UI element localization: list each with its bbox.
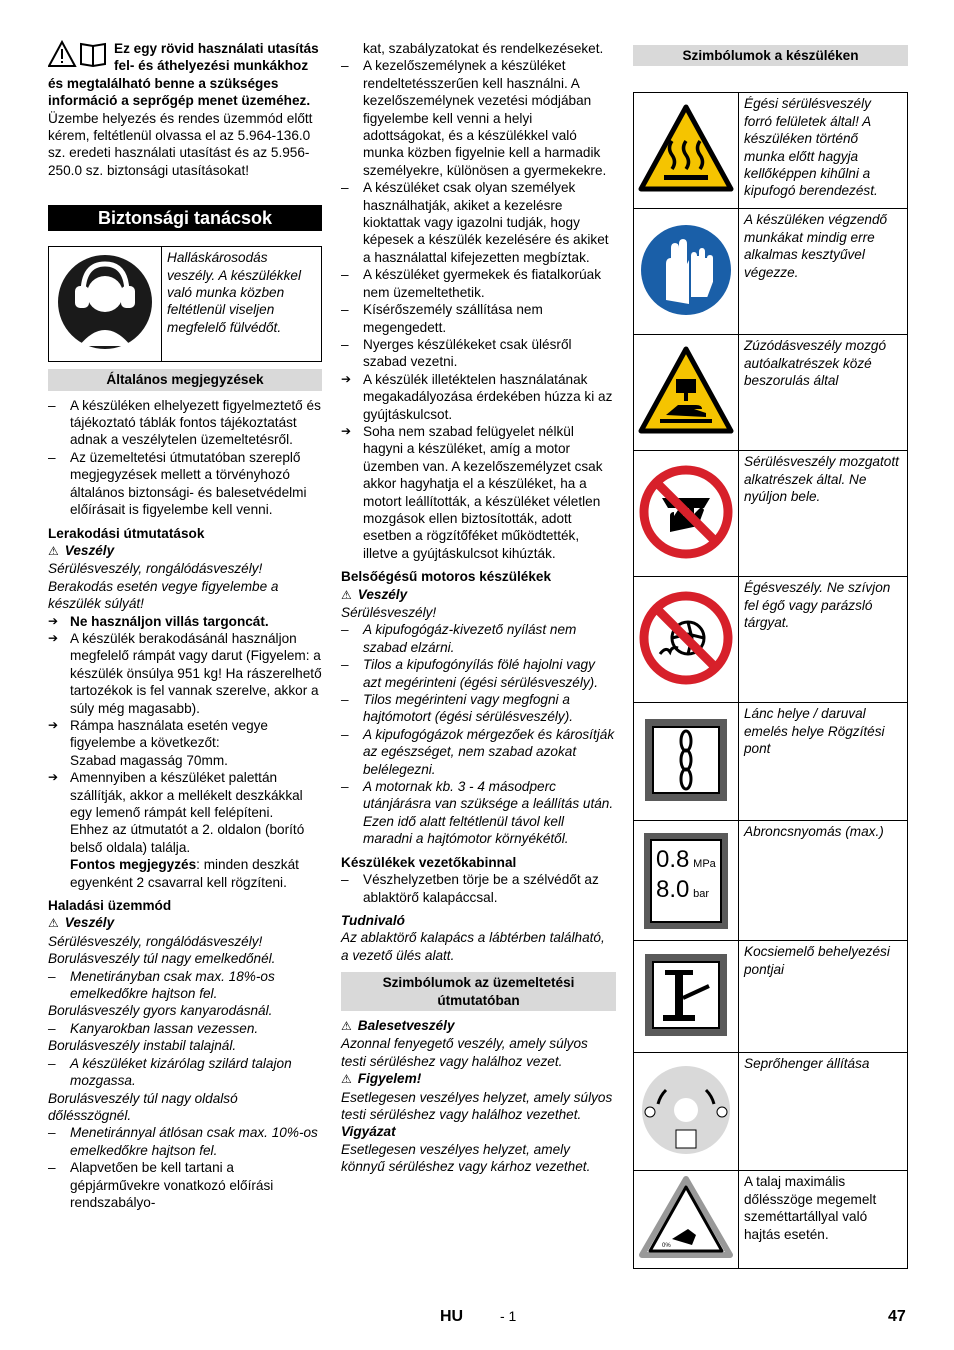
symbol-desc: Sérülésveszély mozgatott alkatrészek által. Ne nyúljon bele. — [739, 451, 908, 577]
pressure-bar-unit: bar — [693, 887, 710, 900]
drive-warning: Borulásveszély gyors kanyarodásnál. — [48, 1003, 273, 1019]
drive-title: Haladási üzemmód — [48, 898, 172, 914]
symbols-manual-title: Szimbólumok az üzemeltetési útmutatóban — [341, 972, 616, 1011]
rule-item: – A kezelőszemélynek a készüléket rendeltetésszerűen kell használni. A kezelőszemélynek vezetési módjában figyelembe kell venni a helyi adottságokat, és a készülékkel való munka közben figyelnie kell a harmadik személyekre, különösen a gyermekekre. — [341, 57, 616, 179]
general-item: – A készüléken elhelyezett figyelmeztető és tájékoztató táblák fontos tájékoztatást adnak a veszélytelen üzemeltetésről. — [48, 397, 322, 449]
hearing-protection-table — [48, 246, 322, 362]
warning-manual-icons — [48, 40, 108, 68]
continuation-text: kat, szabályzatokat és rendelkezéseket. — [363, 41, 604, 56]
drive-item: – Menetirányban csak max. 18%-os emelkedőkre hajtson fel. — [48, 968, 322, 1003]
engine-item: – A kipufogógáz-kivezető nyílást nem szabad elzárni. — [341, 621, 616, 656]
warning-icon: ⚠ — [341, 1072, 352, 1087]
rule-item: – A készüléket csak olyan személyek használhatják, akiket a kezelésre kioktattak vagy igazolni tudják, hogy képesek a készülék kezelésére és akiket a használattal kifejezetten megbíztak. — [341, 179, 616, 266]
warning-icon: ⚠ — [48, 543, 59, 558]
slope-percent: 0% — [662, 1242, 671, 1249]
symbol-desc: Égési sérülésveszély forró felületek által! A készüléken történő munka előtt hagyja kellőképpen kihűlni a kipufogó berendezést. — [739, 93, 908, 209]
symbol-title: Vigyázat — [341, 1124, 396, 1140]
drive-warning: Borulásveszély túl nagy oldalsó dőlésszögnél. — [48, 1090, 238, 1123]
pressure-mpa-unit: MPa — [693, 857, 716, 870]
unload-step: ➔ A készülék berakodásánál használjon megfelelő rámpát vagy darut (Figyelem: a készülék önsúlya 951 kg! Ha rászerelhető tartozékok is fel vannak szerelve, akkor a súly még magasabb). — [48, 630, 322, 717]
device-symbols-title: Szimbólumok a készüléken — [633, 45, 908, 66]
engine-item: – A motornak kb. 3 - 4 másodperc utánjárásra van szüksége a leállítás után. Ezen idő alatt feltétlenül távol kell maradni a hajtómotor környékétől. — [341, 778, 616, 848]
cab-item: – Vészhelyzetben törje be a szélvédőt az ablaktörő kalapáccsal. — [341, 871, 616, 906]
footer-lang: HU — [440, 1308, 464, 1325]
drive-item: – Menetiránnyal átlósan csak max. 10%-os emelkedőkre hajtson fel. — [48, 1124, 322, 1159]
warning-icon: ⚠ — [341, 587, 352, 602]
symbol-desc: A talaj maximális dőlésszöge megemelt szeméttartállyal való hajtás esetén. — [739, 1171, 908, 1269]
symbol-text: Azonnal fenyegető veszély, amely súlyos testi sérüléshez vagy halálhoz vezet. — [341, 1036, 588, 1069]
unload-step: ➔ Amennyiben a készüléket palettán szállítják, akkor a mellékelt deszkákkal egy lemenő rámpát kell felépíteni. — [48, 769, 322, 821]
danger-label: Veszély — [64, 542, 115, 558]
general-title: Általános megjegyzések — [48, 369, 322, 390]
intro-block — [48, 40, 322, 179]
column-2 — [341, 40, 616, 1176]
column-3 — [633, 40, 908, 1269]
drive-warning: Borulásveszély instabil talajnál. — [48, 1038, 237, 1054]
sweep-roller-adjust-icon — [634, 1053, 739, 1171]
symbol-desc: Seprőhenger állítása — [739, 1053, 908, 1171]
ear-protection-icon — [49, 247, 162, 362]
engine-warning: Sérülésveszély! — [341, 605, 437, 620]
general-item: – Az üzemeltetési útmutatóban szereplő megjegyzések mellett a törvényhozó általános biztonsági- és balesetvédelmi előírásait is figyelembe kell venni. — [48, 449, 322, 519]
symbol-title: Balesetveszély — [357, 1017, 455, 1033]
symbol-desc: Égésveszély. Ne szívjon fel égő vagy parázsló tárgyat. — [739, 577, 908, 703]
engine-item: – A kipufogógázok mérgezőek és károsítják az egészséget, nem szabad azokat belélegezni. — [341, 726, 616, 778]
symbol-desc: A készüléken végzendő munkákat mindig erre alkalmas kesztyűvel végezze. — [739, 209, 908, 335]
tire-pressure-icon — [634, 821, 739, 941]
symbol-desc: Zúzódásveszély mozgó autóalkatrészek közé beszorulás által — [739, 335, 908, 451]
unload-note: Ehhez az útmutatót a 2. oldalon (borító belső oldala) találja. — [70, 822, 305, 855]
chain-lifting-icon — [634, 703, 739, 821]
warning-icon: ⚠ — [341, 1018, 352, 1033]
unload-warning: Sérülésveszély, rongálódásveszély! Berakodás esetén vegye figyelembe a készülék súlyát! — [48, 561, 279, 612]
pressure-mpa: 0.8 — [656, 845, 690, 873]
symbol-text: Esetlegesen veszélyes helyzet, amely könnyű sérüléshez vagy kárhoz vezethet. — [341, 1141, 591, 1175]
drive-item: – Alapvetően be kell tartani a gépjárművekre vonatkozó előírási rendszabályo- — [48, 1159, 322, 1211]
unload-note: Szabad magasság 70mm. — [70, 752, 228, 768]
crush-hazard-icon — [634, 335, 739, 451]
danger-label: Veszély — [64, 915, 115, 931]
note-title: Tudnivaló — [341, 912, 405, 928]
hearing-text: Halláskárosodás veszély. A készülékkel való munka közben feltétlenül viseljen megfelelő fülvédőt. — [162, 247, 322, 362]
unload-title: Lerakodási útmutatások — [48, 525, 205, 541]
engine-item: – Tilos megérinteni vagy megfogni a hajtómotort (égési sérülésveszély). — [341, 691, 616, 726]
pressure-bar: 8.0 — [656, 875, 690, 903]
symbol-text: Esetlegesen veszélyes helyzet, amely súlyos testi sérüléshez vagy halálhoz vezethet. — [341, 1089, 613, 1122]
jack-point-icon — [634, 941, 739, 1053]
footer-page-local: - 1 — [500, 1308, 517, 1324]
max-slope-icon — [634, 1171, 739, 1269]
rule-item: – A készüléket gyermekek és fiatalkorúak nem üzemeltethetik. — [341, 266, 616, 301]
symbol-desc: Lánc helye / daruval emelés helye Rögzítési pont — [739, 703, 908, 821]
unload-step: ➔ Ne használjon villás targoncát. — [48, 613, 322, 630]
rule-item: – Nyerges készülékeket csak ülésről szabad vezetni. — [341, 336, 616, 371]
drive-warning: Sérülésveszély, rongálódásveszély! — [48, 933, 263, 949]
drive-warning: Borulásveszély túl nagy emelkedőnél. — [48, 951, 276, 967]
gloves-icon — [634, 209, 739, 335]
engine-item: – Tilos a kipufogónyílás fölé hajolni vagy azt megérinteni (égési sérülésveszély). — [341, 656, 616, 691]
column-1 — [48, 40, 322, 1211]
intro-text: Üzembe helyezés és rendes üzemmód előtt kérem, feltétlenül olvassa el az 5.964-136.0 sz. eredeti használati utasítást és az 5.956-250.0 sz. biztonsági utasításokat! — [48, 110, 313, 178]
rule-step: ➔ Soha nem szabad felügyelet nélkül hagyni a készüléket, amíg a motor üzemben van. A kezelőszemélyzet csak akkor hagyhatja el a készüléket, ha a motort leállították, a készüléket véletlen mozgások ellen biztosították, adott esetben a rögzítőféket működtették, illetve a gyújtáskulcsot kihúzták. — [341, 423, 616, 562]
cab-title: Készülékek vezetőkabinnal — [341, 854, 517, 870]
symbol-desc: Abroncsnyomás (max.) — [739, 821, 908, 941]
important-text: : minden deszkát egyenként 2 csavarral kell rögzíteni. — [70, 857, 299, 890]
unload-step: ➔ Rámpa használata esetén vegye figyelembe a következőt: — [48, 717, 322, 752]
symbol-desc: Kocsiemelő behelyezési pontjai — [739, 941, 908, 1053]
warning-icon: ⚠ — [48, 916, 59, 931]
rule-step: ➔ A készülék illetéktelen használatának megakadályozása érdekében húzza ki az gyújtáskulcsot. — [341, 371, 616, 423]
engine-title: Belsőégésű motoros készülékek — [341, 569, 552, 585]
intro-bold: Ez egy rövid használati utasítás fel- és áthelyezési munkákhoz és megtalálható benne a szükséges információ a seprőgép menet üzeméhez. — [48, 41, 319, 109]
no-burning-objects-icon — [634, 577, 739, 703]
note-text: Az ablaktörő kalapács a lábtérben található, a vezető ülés alatt. — [341, 930, 605, 963]
safety-title: Biztonsági tanácsok — [48, 205, 322, 231]
hot-surface-icon — [634, 93, 739, 209]
device-symbols-table — [633, 92, 908, 1269]
drive-item: – A készüléket kizárólag szilárd talajon mozgassa. — [48, 1055, 322, 1090]
symbol-title: Figyelem! — [357, 1071, 422, 1087]
rule-item: – Kísérőszemély szállítása nem megengedett. — [341, 301, 616, 336]
drive-item: – Kanyarokban lassan vezessen. — [48, 1020, 322, 1037]
footer-page-number: 47 — [888, 1308, 906, 1325]
important-label: Fontos megjegyzés — [70, 857, 197, 873]
no-reach-in-icon — [634, 451, 739, 577]
danger-label: Veszély — [357, 586, 408, 602]
